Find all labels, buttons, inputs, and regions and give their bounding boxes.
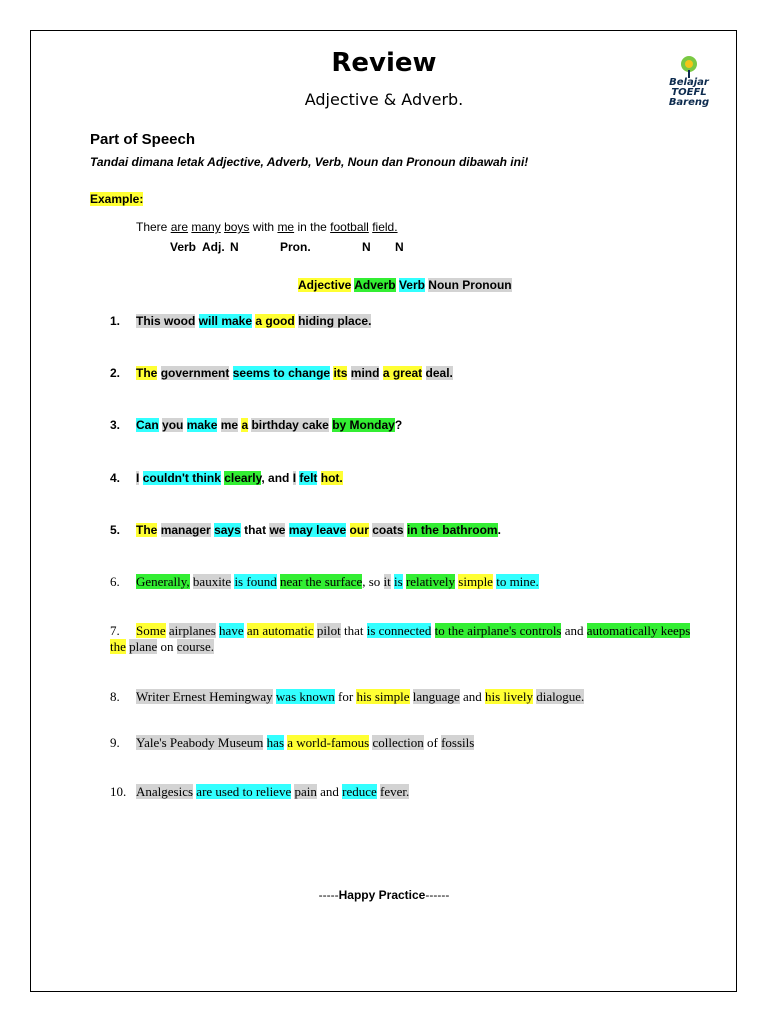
- logo-text-2: TOEFL: [671, 87, 707, 98]
- seg-verb: was known: [275, 689, 335, 704]
- seg-noun: This wood: [136, 314, 196, 328]
- seg-verb: reduce: [342, 784, 377, 799]
- item-number: 2.: [110, 366, 121, 380]
- seg-noun: Yale's Peabody Museum: [136, 735, 264, 750]
- item-number: 1.: [110, 314, 121, 328]
- seg-adverb: Generally,: [136, 574, 190, 589]
- seg-noun: deal.: [425, 366, 453, 380]
- tag-adj: Adj.: [202, 240, 225, 254]
- seg-noun: manager: [160, 523, 211, 537]
- text: and: [564, 623, 584, 638]
- seg-pronoun: we: [269, 523, 286, 537]
- tree-icon: [679, 56, 699, 78]
- seg-verb: is: [394, 574, 403, 589]
- seg-adj: an automatic: [246, 623, 314, 638]
- word-verb: are: [170, 220, 189, 234]
- footer-suffix: ------: [425, 888, 450, 902]
- seg-adverb: automatically keeps: [586, 623, 691, 638]
- seg-adj: a good: [255, 314, 295, 328]
- text: that: [244, 523, 267, 537]
- seg-noun: hiding place.: [298, 314, 372, 328]
- page-subtitle: Adjective & Adverb.: [304, 90, 464, 109]
- seg-noun: pilot: [316, 623, 341, 638]
- word: There: [136, 220, 171, 234]
- legend-pronoun: Pronoun: [462, 278, 512, 292]
- logo-text-1: Belajar: [669, 77, 709, 88]
- seg-pronoun: I: [136, 471, 140, 485]
- seg-verb: have: [219, 623, 244, 638]
- text: and: [320, 784, 339, 799]
- seg-adj: its: [333, 366, 348, 380]
- legend-adjective: Adjective: [298, 278, 352, 292]
- text: on: [160, 639, 174, 654]
- text: and: [462, 689, 482, 704]
- word-pron: me: [277, 220, 295, 234]
- seg-adj: his lively: [484, 689, 534, 704]
- tag-noun: N: [395, 240, 404, 254]
- list-item: [110, 689, 584, 705]
- seg-noun: course.: [176, 639, 214, 654]
- seg-adverb: to the airplane's controls: [434, 623, 562, 638]
- section-title: Part of Speech: [90, 131, 196, 148]
- list-item: [110, 523, 501, 537]
- seg-verb: are used to relieve: [196, 784, 292, 799]
- list-item: [110, 314, 371, 328]
- seg-verb: may leave: [288, 523, 347, 537]
- example-sentence: [136, 220, 398, 234]
- tag-pron: Pron.: [280, 240, 311, 254]
- legend-adverb: Adverb: [354, 278, 396, 292]
- example-label: Example:: [90, 192, 144, 206]
- list-item: [110, 574, 539, 590]
- seg-adj: his simple: [356, 689, 410, 704]
- text: for: [338, 689, 354, 704]
- item-number: 6.: [110, 574, 120, 589]
- footer-main: Happy Practice: [338, 888, 426, 902]
- seg-pronoun: you: [162, 418, 184, 432]
- seg-noun: mind: [350, 366, 380, 380]
- item-number: 7.: [110, 623, 120, 638]
- seg-noun: government: [160, 366, 230, 380]
- text: , so: [362, 574, 381, 589]
- seg-noun: Analgesics: [136, 784, 194, 799]
- seg-noun: Writer Ernest Hemingway: [136, 689, 273, 704]
- seg-verb: is found: [234, 574, 277, 589]
- list-item: [110, 366, 453, 380]
- legend-noun-pronoun: [428, 278, 511, 292]
- seg-adverb: in the bathroom: [406, 523, 498, 537]
- seg-adj: our: [349, 523, 369, 537]
- seg-adj: a world-famous: [287, 735, 370, 750]
- seg-pronoun: I: [292, 471, 297, 485]
- footer-text: [0, 888, 768, 902]
- seg-noun: language: [412, 689, 460, 704]
- logo: [660, 56, 718, 108]
- seg-verb: felt: [299, 471, 318, 485]
- logo-text-3: Bareng: [668, 97, 710, 108]
- seg-adj: a: [241, 418, 249, 432]
- color-legend: [298, 278, 512, 292]
- seg-adverb: clearly: [224, 471, 262, 485]
- seg-adj: simple: [458, 574, 493, 589]
- seg-verb: couldn't think: [142, 471, 221, 485]
- footer-prefix: -----: [318, 888, 339, 902]
- seg-noun: plane: [129, 639, 158, 654]
- page-border: [30, 30, 737, 992]
- seg-adverb: by Monday: [332, 418, 395, 432]
- seg-adverb: relatively: [405, 574, 456, 589]
- tag-noun: N: [230, 240, 239, 254]
- tag-noun: N: [362, 240, 371, 254]
- item-number: 9.: [110, 735, 120, 750]
- seg-noun: birthday cake: [251, 418, 329, 432]
- seg-verb: Can: [136, 418, 159, 432]
- text: of: [426, 735, 438, 750]
- seg-verb: has: [266, 735, 285, 750]
- legend-verb: Verb: [398, 278, 425, 292]
- item-number: 8.: [110, 689, 120, 704]
- seg-noun: collection: [372, 735, 424, 750]
- seg-adj: hot.: [320, 471, 343, 485]
- seg-verb: is connected: [366, 623, 432, 638]
- word-noun: boys: [224, 220, 250, 234]
- seg-verb: seems to change: [232, 366, 331, 380]
- seg-pronoun: me: [220, 418, 239, 432]
- word: with: [249, 220, 278, 234]
- seg-noun: fever.: [380, 784, 410, 799]
- list-item: [110, 623, 700, 655]
- seg-adj: a great: [382, 366, 423, 380]
- seg-verb: make: [186, 418, 218, 432]
- word-noun: football: [330, 220, 369, 234]
- item-number: 3.: [110, 418, 121, 432]
- seg-verb: to mine.: [496, 574, 539, 589]
- instruction: Tandai dimana letak Adjective, Adverb, Verb, Noun dan Pronoun dibawah ini!: [90, 155, 529, 169]
- punctuation: .: [497, 523, 501, 537]
- text: , and: [261, 471, 290, 485]
- word: in the: [294, 220, 331, 234]
- seg-verb: will make: [198, 314, 253, 328]
- seg-noun: bauxite: [192, 574, 232, 589]
- legend-noun: Noun: [428, 278, 459, 292]
- punctuation: ?: [394, 418, 403, 432]
- seg-noun: fossils: [441, 735, 475, 750]
- seg-adverb: near the surface: [279, 574, 363, 589]
- seg-pronoun: it: [383, 574, 391, 589]
- page-title: Review: [331, 48, 437, 78]
- item-number: 5.: [110, 523, 121, 537]
- seg-adj: Some: [136, 623, 166, 638]
- seg-adj: the: [110, 639, 126, 654]
- seg-adj: The: [136, 523, 158, 537]
- seg-noun: coats: [372, 523, 404, 537]
- text: that: [343, 623, 364, 638]
- list-item: [110, 735, 474, 751]
- seg-noun: airplanes: [168, 623, 216, 638]
- list-item: [110, 418, 402, 432]
- tag-verb: Verb: [170, 240, 197, 254]
- seg-noun: dialogue.: [536, 689, 585, 704]
- word-adj: many: [191, 220, 221, 234]
- word-noun: field.: [372, 220, 398, 234]
- seg-verb: says: [214, 523, 241, 537]
- list-item: [110, 471, 343, 485]
- list-item: [110, 784, 409, 800]
- seg-noun: pain: [294, 784, 317, 799]
- item-number: 4.: [110, 471, 121, 485]
- seg-adj: The: [136, 366, 158, 380]
- item-number: 10.: [110, 784, 127, 799]
